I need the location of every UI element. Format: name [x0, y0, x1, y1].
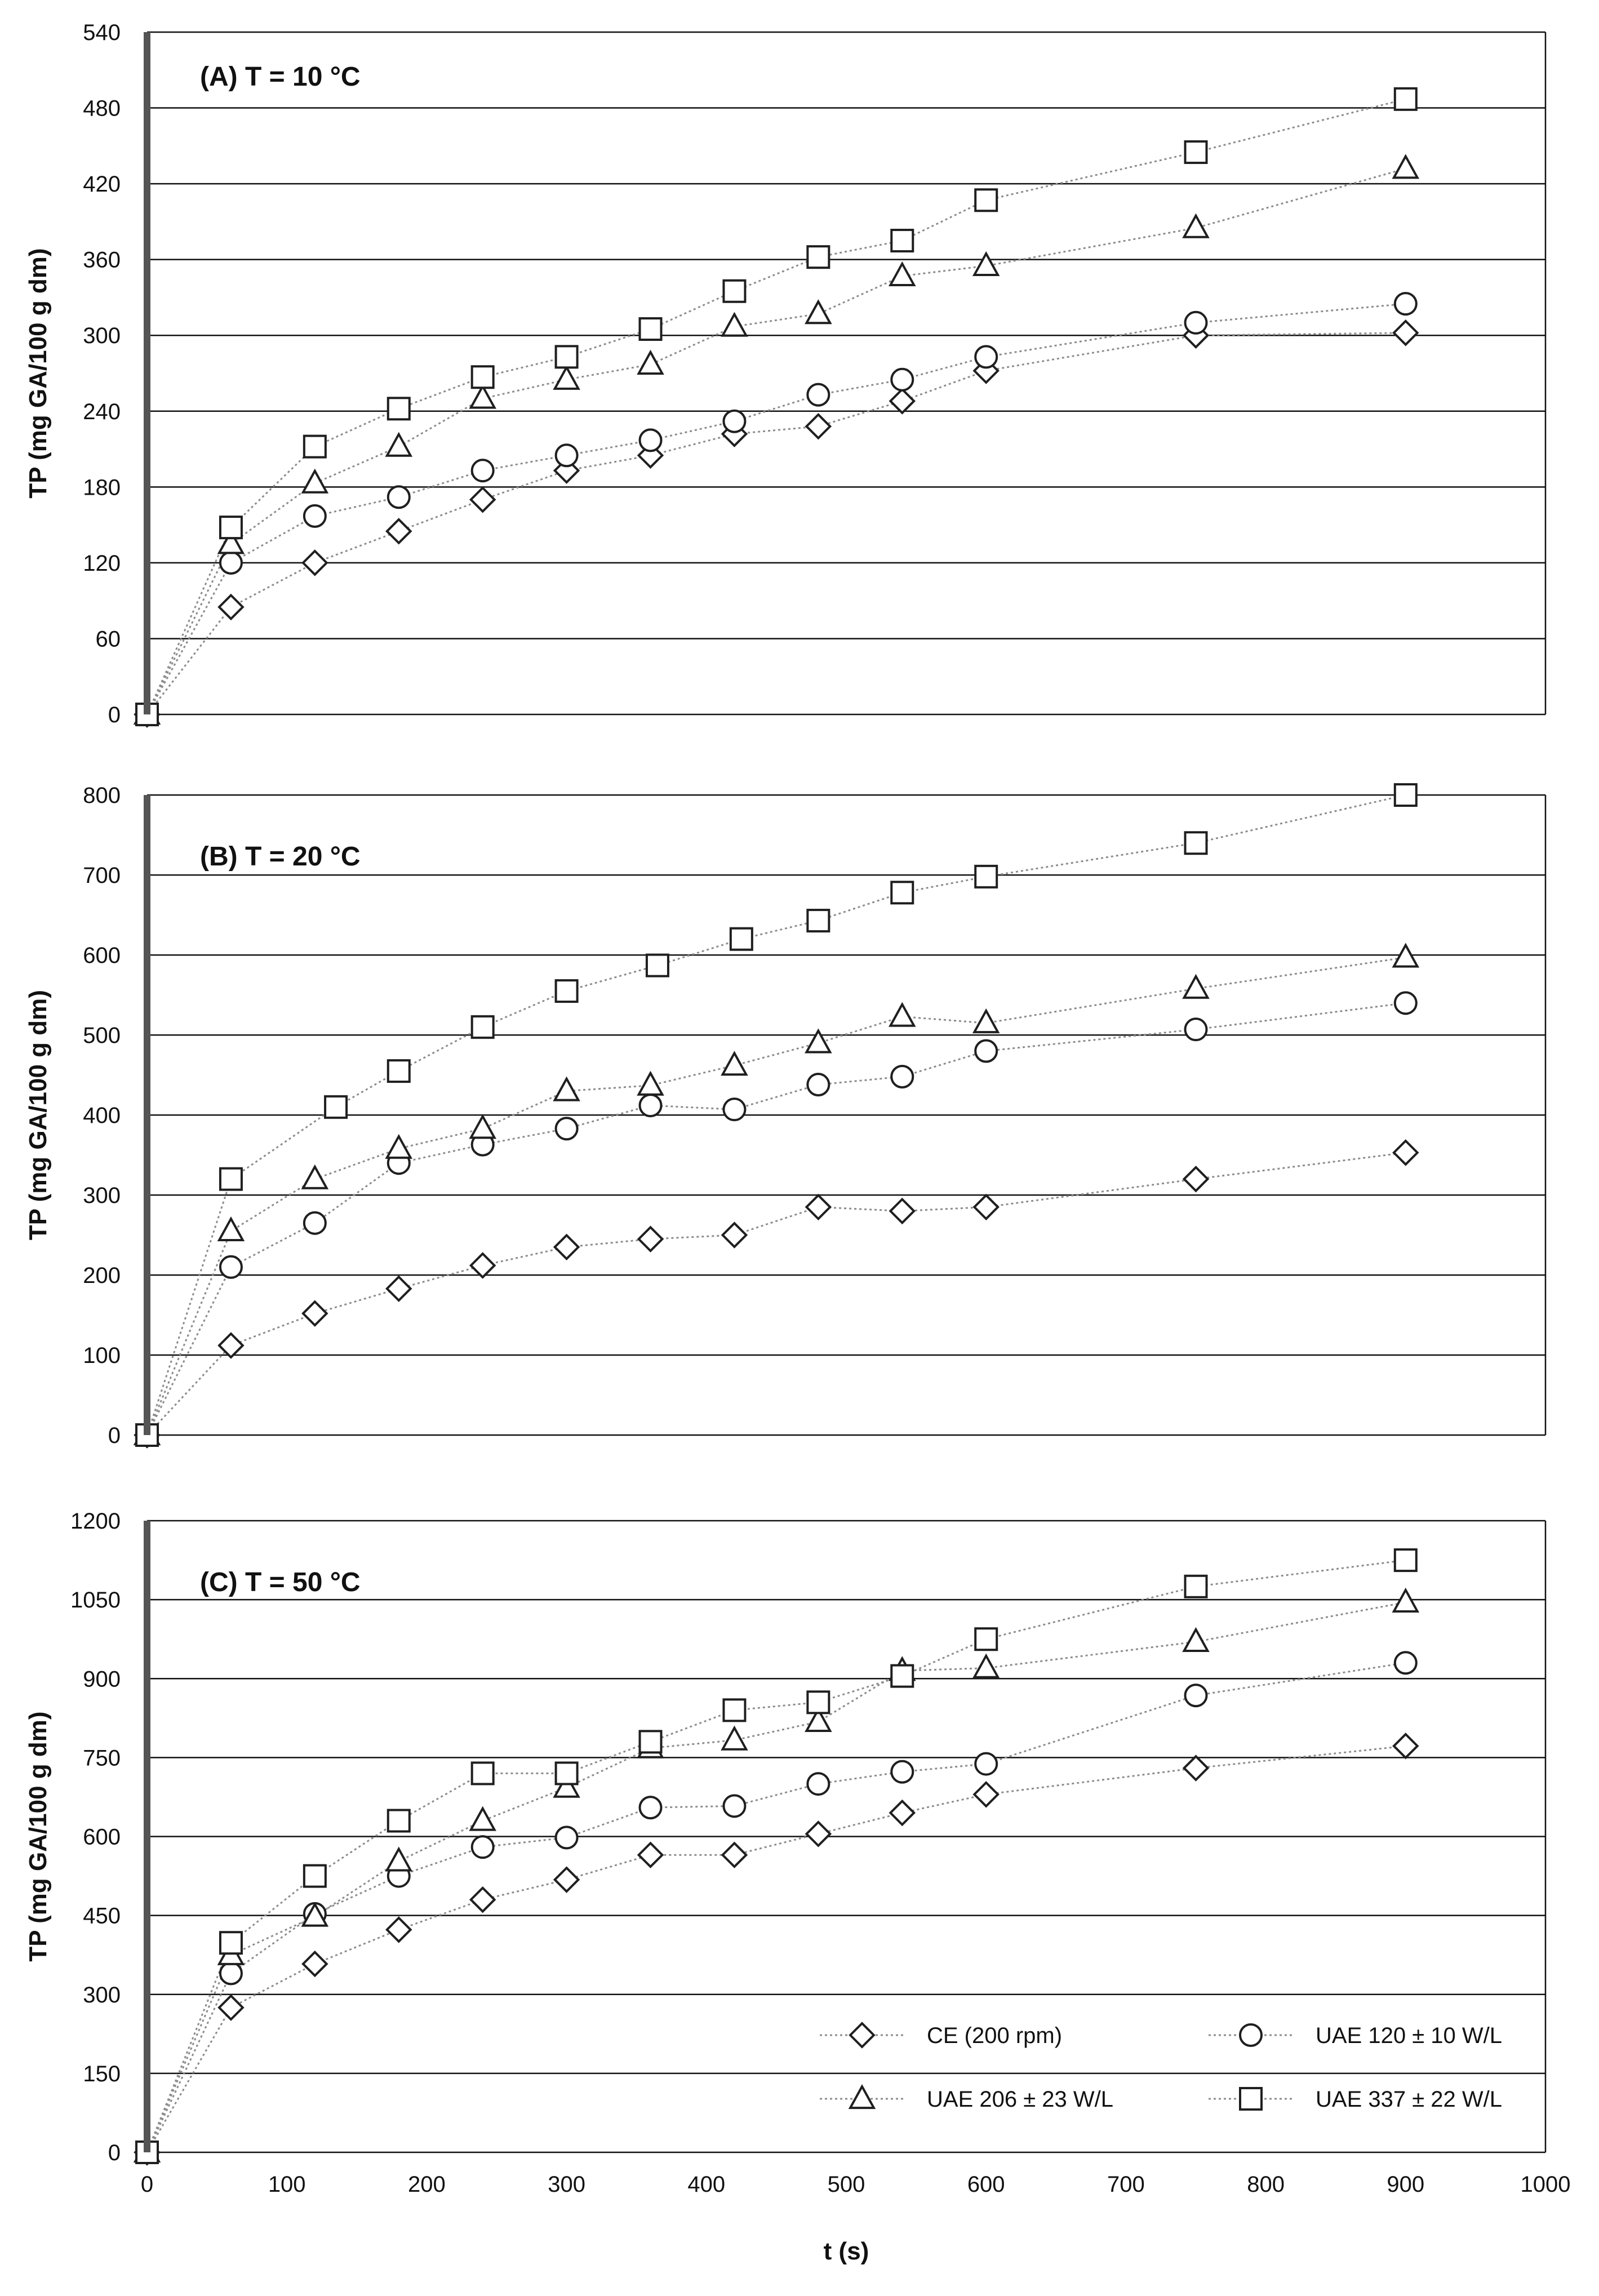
panel-b-data-point-uae-337-22-w-l: [891, 882, 913, 903]
panel-c-data-point-uae-337-22-w-l: [891, 1666, 913, 1687]
panel-a-data-point-uae-206-23-w-l: [1394, 156, 1418, 177]
panel-a-data-point-ce-200-rpm: [219, 595, 243, 619]
legend-marker-uae-337-22-w-l: [1240, 2088, 1262, 2110]
panel-b-data-point-uae-206-23-w-l: [471, 1116, 495, 1138]
panel-b-data-point-ce-200-rpm: [1394, 1141, 1418, 1165]
panel-c-data-point-uae-206-23-w-l: [974, 1656, 998, 1677]
panel-a-data-point-uae-120-10-w-l: [304, 505, 326, 527]
panel-b-data-point-uae-337-22-w-l: [731, 929, 752, 950]
panel-a-y-tick-label: 180: [83, 475, 121, 500]
panel-c-data-point-uae-337-22-w-l: [556, 1762, 578, 1784]
panel-b-data-point-uae-120-10-w-l: [556, 1118, 578, 1139]
panel-c-data-point-uae-206-23-w-l: [1394, 1590, 1418, 1611]
legend-label-ce-200-rpm: CE (200 rpm): [927, 2023, 1063, 2048]
panel-a-data-point-ce-200-rpm: [387, 519, 411, 543]
panel-b-data-point-uae-120-10-w-l: [891, 1066, 913, 1087]
panel-c-data-point-uae-337-22-w-l: [388, 1810, 410, 1831]
panel-b-data-point-uae-337-22-w-l: [220, 1169, 242, 1190]
panel-b-data-point-uae-337-22-w-l: [1185, 832, 1207, 854]
panel-c-data-point-ce-200-rpm: [303, 1952, 327, 1976]
x-tick-label: 700: [1107, 2172, 1145, 2197]
panel-c-series-line-uae-120-10-w-l: [147, 1663, 1406, 2152]
panel-b-y-tick-label: 700: [83, 863, 121, 888]
x-tick-label: 800: [1247, 2172, 1285, 2197]
legend-label-uae-206-23-w-l: UAE 206 ± 23 W/L: [927, 2087, 1113, 2112]
x-axis-title: t (s): [823, 2237, 869, 2265]
panel-a-data-point-uae-120-10-w-l: [1395, 293, 1416, 314]
panel-b-data-point-ce-200-rpm: [639, 1227, 663, 1251]
panel-b-y-tick-label: 400: [83, 1103, 121, 1128]
panel-c-data-point-uae-337-22-w-l: [1185, 1576, 1207, 1597]
x-tick-label: 400: [687, 2172, 726, 2197]
x-tick-label: 200: [408, 2172, 446, 2197]
panel-b-data-point-uae-206-23-w-l: [1184, 976, 1208, 998]
panel-a-y-tick-label: 0: [108, 703, 121, 727]
panel-a-data-point-uae-120-10-w-l: [556, 445, 578, 466]
panel-c-y-tick-label: 750: [83, 1746, 121, 1771]
panel-b-data-point-ce-200-rpm: [303, 1302, 327, 1325]
legend-label-uae-120-10-w-l: UAE 120 ± 10 W/L: [1316, 2023, 1502, 2048]
panel-c-data-point-uae-206-23-w-l: [387, 1849, 411, 1871]
panel-b-data-point-uae-337-22-w-l: [472, 1016, 494, 1038]
panel-c-data-point-ce-200-rpm: [387, 1918, 411, 1942]
panel-b-y-tick-label: 100: [83, 1343, 121, 1368]
panel-c-data-point-uae-120-10-w-l: [640, 1797, 661, 1818]
panel-c-y-tick-label: 0: [108, 2140, 121, 2165]
panel-b-data-point-ce-200-rpm: [723, 1223, 747, 1247]
panel-a-data-point-uae-206-23-w-l: [890, 264, 914, 285]
panel-b-data-point-ce-200-rpm: [471, 1254, 495, 1277]
panel-b-data-point-ce-200-rpm: [219, 1334, 243, 1357]
panel-b-data-point-uae-206-23-w-l: [890, 1004, 914, 1025]
x-tick-label: 500: [827, 2172, 865, 2197]
panel-c-y-axis-title: TP (mg GA/100 g dm): [24, 1711, 52, 1962]
panel-b-data-point-uae-120-10-w-l: [723, 1099, 745, 1120]
panel-c-data-point-uae-120-10-w-l: [1185, 1685, 1207, 1706]
panel-b-title: (B) T = 20 °C: [200, 842, 361, 872]
panel-b-y-tick-label: 800: [83, 783, 121, 808]
panel-c-data-point-uae-337-22-w-l: [220, 1932, 242, 1953]
panel-c-y-tick-label: 300: [83, 1982, 121, 2008]
panel-a-data-point-uae-337-22-w-l: [975, 189, 997, 211]
panel-c-data-point-uae-120-10-w-l: [1395, 1652, 1416, 1673]
panel-a-data-point-uae-337-22-w-l: [304, 436, 326, 458]
panel-a-data-point-ce-200-rpm: [890, 389, 914, 413]
panel-a-series-line-uae-120-10-w-l: [147, 304, 1406, 714]
panel-a-y-tick-label: 120: [83, 550, 121, 576]
panel-b-y-tick-label: 300: [83, 1183, 121, 1208]
x-tick-label: 600: [967, 2172, 1005, 2197]
panel-b-data-point-uae-337-22-w-l: [807, 910, 829, 931]
legend-marker-ce-200-rpm: [850, 2023, 874, 2047]
panel-b-data-point-uae-120-10-w-l: [304, 1213, 326, 1234]
panel-b-data-point-ce-200-rpm: [387, 1277, 411, 1300]
panel-b-y-tick-label: 0: [108, 1423, 121, 1448]
panel-a-data-point-uae-120-10-w-l: [891, 369, 913, 390]
panel-c-data-point-uae-337-22-w-l: [807, 1691, 829, 1713]
panel-b-data-point-uae-337-22-w-l: [388, 1060, 410, 1082]
panel-a-data-point-uae-120-10-w-l: [640, 429, 661, 451]
panel-a-data-point-uae-120-10-w-l: [807, 384, 829, 406]
panel-b-data-point-ce-200-rpm: [555, 1235, 579, 1259]
panel-a-y-axis-title: TP (mg GA/100 g dm): [24, 248, 52, 499]
legend-marker-uae-120-10-w-l: [1240, 2024, 1262, 2046]
panel-c-y-tick-label: 450: [83, 1903, 121, 1929]
panel-b-data-point-uae-206-23-w-l: [639, 1073, 663, 1095]
panel-a-data-point-uae-120-10-w-l: [723, 411, 745, 432]
panel-c-data-point-uae-337-22-w-l: [723, 1699, 745, 1721]
panel-b-data-point-uae-206-23-w-l: [723, 1053, 747, 1074]
panel-b-series-line-uae-206-23-w-l: [147, 957, 1406, 1435]
panel-b-data-point-uae-120-10-w-l: [220, 1256, 242, 1278]
panel-c-title: (C) T = 50 °C: [200, 1567, 361, 1597]
panel-b-series-line-uae-120-10-w-l: [147, 1003, 1406, 1435]
panel-a-data-point-uae-120-10-w-l: [220, 552, 242, 574]
panel-a-y-tick-label: 540: [83, 20, 121, 45]
panel-a-y-tick-label: 480: [83, 96, 121, 121]
panel-c-data-point-uae-120-10-w-l: [556, 1827, 578, 1848]
panel-a-series-line-ce-200-rpm: [147, 333, 1406, 714]
panel-a-data-point-uae-337-22-w-l: [723, 281, 745, 302]
panel-a-data-point-uae-337-22-w-l: [388, 398, 410, 419]
panel-b-data-point-uae-120-10-w-l: [975, 1040, 997, 1062]
x-tick-label: 300: [548, 2172, 585, 2197]
panel-a-data-point-uae-206-23-w-l: [387, 434, 411, 456]
panel-b-y-tick-label: 500: [83, 1023, 121, 1048]
panel-a-title: (A) T = 10 °C: [200, 62, 361, 92]
panel-c-data-point-uae-337-22-w-l: [1395, 1549, 1416, 1571]
panel-a-data-point-uae-337-22-w-l: [220, 517, 242, 538]
panel-a-y-tick-label: 420: [83, 172, 121, 197]
panel-a-series-line-uae-337-22-w-l: [147, 99, 1406, 714]
panel-a-data-point-uae-337-22-w-l: [640, 318, 661, 340]
panel-b-data-point-uae-120-10-w-l: [1395, 992, 1416, 1014]
panel-c-data-point-ce-200-rpm: [1184, 1756, 1208, 1780]
panel-c-data-point-uae-120-10-w-l: [472, 1836, 494, 1858]
legend-marker-uae-206-23-w-l: [850, 2086, 874, 2108]
panel-a-y-tick-label: 300: [83, 323, 121, 349]
panel-a-data-point-uae-337-22-w-l: [891, 230, 913, 251]
panel-c-data-point-uae-120-10-w-l: [891, 1761, 913, 1783]
panel-c-series-line-uae-337-22-w-l: [147, 1560, 1406, 2152]
panel-c-data-point-uae-120-10-w-l: [723, 1795, 745, 1817]
panel-a-data-point-uae-206-23-w-l: [723, 314, 747, 336]
panel-a-data-point-uae-206-23-w-l: [303, 471, 327, 492]
panel-c-data-point-ce-200-rpm: [471, 1888, 495, 1912]
panel-c-y-tick-label: 600: [83, 1824, 121, 1850]
panel-b-data-point-ce-200-rpm: [890, 1200, 914, 1223]
panel-c-data-point-uae-337-22-w-l: [304, 1866, 326, 1887]
panel-b-data-point-uae-206-23-w-l: [219, 1219, 243, 1240]
panel-a-data-point-uae-337-22-w-l: [472, 366, 494, 388]
panel-a-data-point-ce-200-rpm: [471, 488, 495, 512]
panel-b-data-point-uae-337-22-w-l: [975, 866, 997, 887]
panel-a-y-tick-label: 240: [83, 399, 121, 424]
panel-a-y-tick-label: 60: [95, 627, 121, 652]
panel-c-y-tick-label: 900: [83, 1667, 121, 1692]
panel-b-data-point-uae-337-22-w-l: [556, 980, 578, 1002]
panel-c-data-point-ce-200-rpm: [219, 1996, 243, 2019]
panel-b-data-point-uae-337-22-w-l: [647, 954, 668, 976]
panel-c-data-point-ce-200-rpm: [555, 1868, 579, 1891]
panel-c-data-point-ce-200-rpm: [890, 1801, 914, 1825]
panel-c-data-point-ce-200-rpm: [806, 1822, 830, 1846]
panel-b-data-point-uae-206-23-w-l: [555, 1079, 579, 1100]
panel-a-data-point-uae-337-22-w-l: [1395, 88, 1416, 110]
panel-b-data-point-uae-206-23-w-l: [1394, 945, 1418, 966]
x-tick-label: 1000: [1520, 2172, 1571, 2197]
panel-c-y-tick-label: 1050: [70, 1588, 121, 1613]
panel-c-y-tick-label: 150: [83, 2061, 121, 2086]
panel-a-data-point-ce-200-rpm: [1394, 321, 1418, 345]
x-tick-label: 0: [140, 2172, 154, 2197]
panel-b-data-point-uae-206-23-w-l: [806, 1031, 830, 1052]
panel-a-data-point-uae-337-22-w-l: [807, 246, 829, 268]
panel-b-data-point-uae-337-22-w-l: [325, 1096, 347, 1118]
panel-b-data-point-uae-120-10-w-l: [640, 1095, 661, 1116]
panel-b-data-point-uae-120-10-w-l: [1185, 1019, 1207, 1040]
panel-b-data-point-ce-200-rpm: [1184, 1167, 1208, 1191]
panel-c-series-line-uae-206-23-w-l: [147, 1602, 1406, 2152]
panel-b-data-point-uae-337-22-w-l: [1395, 784, 1416, 806]
panel-a-series-line-uae-206-23-w-l: [147, 168, 1406, 714]
panel-b-y-tick-label: 600: [83, 943, 121, 968]
x-tick-label: 100: [268, 2172, 306, 2197]
panel-c-data-point-uae-337-22-w-l: [640, 1731, 661, 1752]
panel-c-y-tick-label: 1200: [70, 1509, 121, 1534]
panel-a-data-point-uae-120-10-w-l: [1185, 312, 1207, 334]
panel-b-data-point-uae-206-23-w-l: [303, 1167, 327, 1188]
panel-a-data-point-uae-120-10-w-l: [472, 460, 494, 481]
panel-b-y-axis-title: TP (mg GA/100 g dm): [24, 989, 52, 1241]
panel-a-y-tick-label: 360: [83, 247, 121, 273]
panel-a-data-point-uae-337-22-w-l: [1185, 141, 1207, 163]
panel-a-data-point-uae-120-10-w-l: [975, 346, 997, 367]
x-tick-label: 900: [1387, 2172, 1425, 2197]
panel-a-data-point-uae-206-23-w-l: [555, 367, 579, 389]
panel-b-data-point-ce-200-rpm: [806, 1195, 830, 1219]
panel-c-data-point-ce-200-rpm: [639, 1843, 663, 1867]
panel-c-data-point-uae-120-10-w-l: [220, 1962, 242, 1984]
panel-c-data-point-uae-206-23-w-l: [471, 1809, 495, 1830]
panel-c-series-line-ce-200-rpm: [147, 1746, 1406, 2152]
legend-label-uae-337-22-w-l: UAE 337 ± 22 W/L: [1316, 2087, 1502, 2112]
panel-a-data-point-uae-337-22-w-l: [556, 346, 578, 367]
panel-a-data-point-uae-206-23-w-l: [806, 301, 830, 323]
panel-a-data-point-uae-120-10-w-l: [388, 486, 410, 508]
panel-c-data-point-ce-200-rpm: [1394, 1734, 1418, 1758]
panel-c-data-point-uae-337-22-w-l: [975, 1628, 997, 1650]
panel-c-data-point-ce-200-rpm: [723, 1843, 747, 1867]
panel-a-data-point-uae-206-23-w-l: [471, 387, 495, 408]
panel-b-data-point-uae-120-10-w-l: [807, 1074, 829, 1095]
panel-a-data-point-uae-206-23-w-l: [639, 352, 663, 374]
panel-c-data-point-uae-120-10-w-l: [975, 1753, 997, 1775]
panel-c-data-point-uae-206-23-w-l: [1184, 1629, 1208, 1651]
panel-c-data-point-uae-120-10-w-l: [807, 1773, 829, 1795]
panel-c-data-point-uae-337-22-w-l: [472, 1762, 494, 1784]
panel-a-data-point-ce-200-rpm: [806, 415, 830, 438]
panel-a-data-point-ce-200-rpm: [303, 551, 327, 575]
panel-c-data-point-ce-200-rpm: [974, 1783, 998, 1806]
panel-b-y-tick-label: 200: [83, 1263, 121, 1288]
panel-b-data-point-ce-200-rpm: [974, 1195, 998, 1219]
